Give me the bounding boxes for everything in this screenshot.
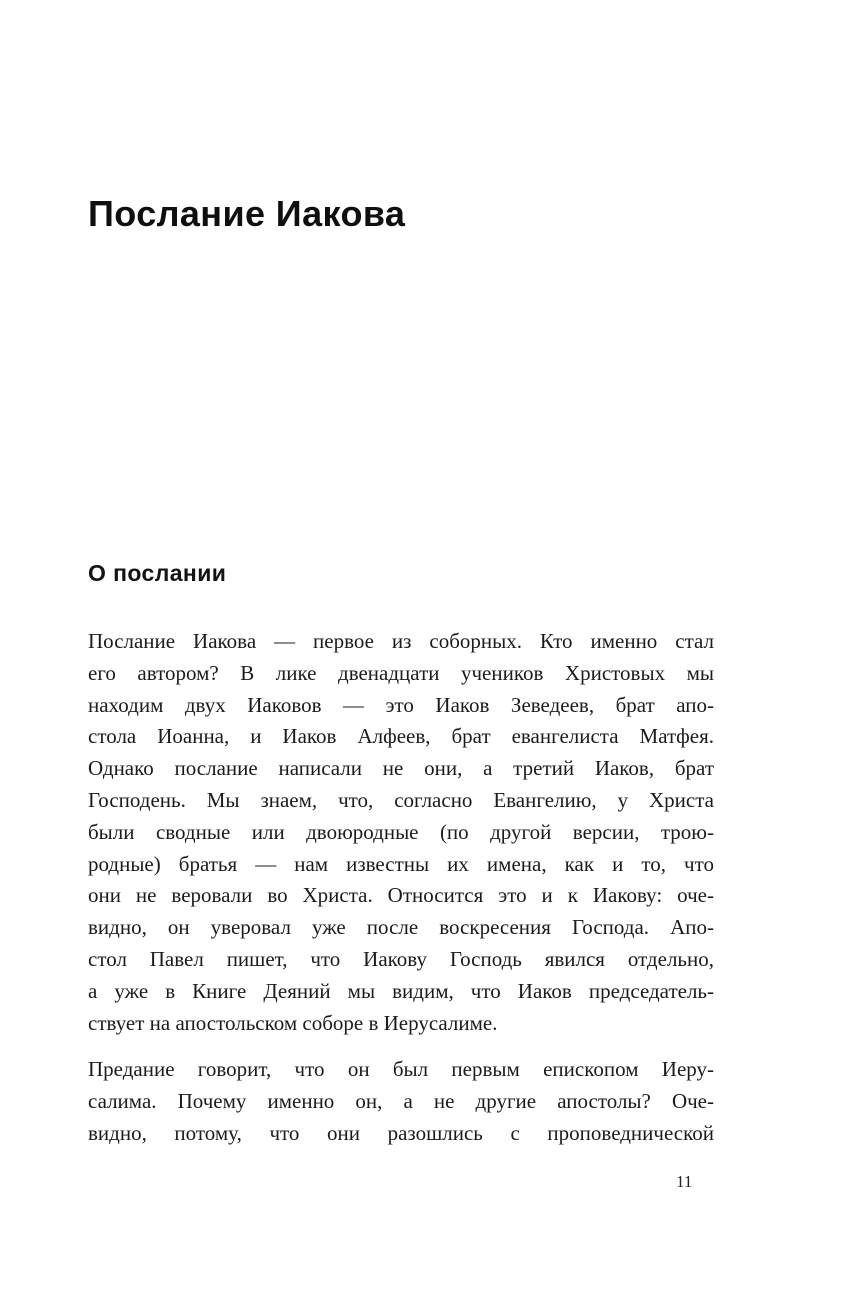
text-line: Предание говорит, что он был первым епископом Иеру- bbox=[88, 1057, 714, 1082]
text-line: его автором? В лике двенадцати учеников Христовых мы bbox=[88, 660, 714, 685]
text-block bbox=[88, 0, 714, 1165]
text-line: видно, он уверовал уже после воскресения Господа. Апо- bbox=[88, 915, 714, 940]
page-number: 11 bbox=[676, 1172, 693, 1191]
text-line: Послание Иакова — первое из соборных. Кто именно стал bbox=[88, 628, 714, 653]
text-line: были сводные или двоюродные (по другой версии, трою- bbox=[88, 819, 714, 844]
text-line: а уже в Книге Деяний мы видим, что Иаков председатель- bbox=[88, 978, 714, 1003]
text-line: Господень. Мы знаем, что, согласно Евангелию, у Христа bbox=[88, 787, 714, 812]
page-title: Послание Иакова bbox=[88, 193, 406, 234]
text-line: родные) братья — нам известны их имена, как и то, что bbox=[88, 851, 714, 876]
paragraph bbox=[88, 1054, 714, 1149]
text-line: они не веровали во Христа. Относится это и к Иакову: оче- bbox=[88, 883, 714, 908]
section-heading: О послании bbox=[88, 560, 227, 587]
text-line: стол Павел пишет, что Иакову Господь явился отдельно, bbox=[88, 946, 714, 971]
text-line: ствует на апостольском соборе в Иерусалиме. bbox=[88, 1010, 498, 1035]
text-line: салима. Почему именно он, а не другие апостолы? Оче- bbox=[88, 1089, 714, 1114]
text-line: стола Иоанна, и Иаков Алфеев, брат евангелиста Матфея. bbox=[88, 724, 714, 749]
paragraph bbox=[88, 626, 714, 1039]
text-line: видно, потому, что они разошлись с проповеднической bbox=[88, 1120, 714, 1145]
text-line: Однако послание написали не они, а третий Иаков, брат bbox=[88, 756, 714, 781]
text-line: находим двух Иаковов — это Иаков Зеведеев, брат апо- bbox=[88, 692, 714, 717]
body-text bbox=[88, 588, 714, 1150]
